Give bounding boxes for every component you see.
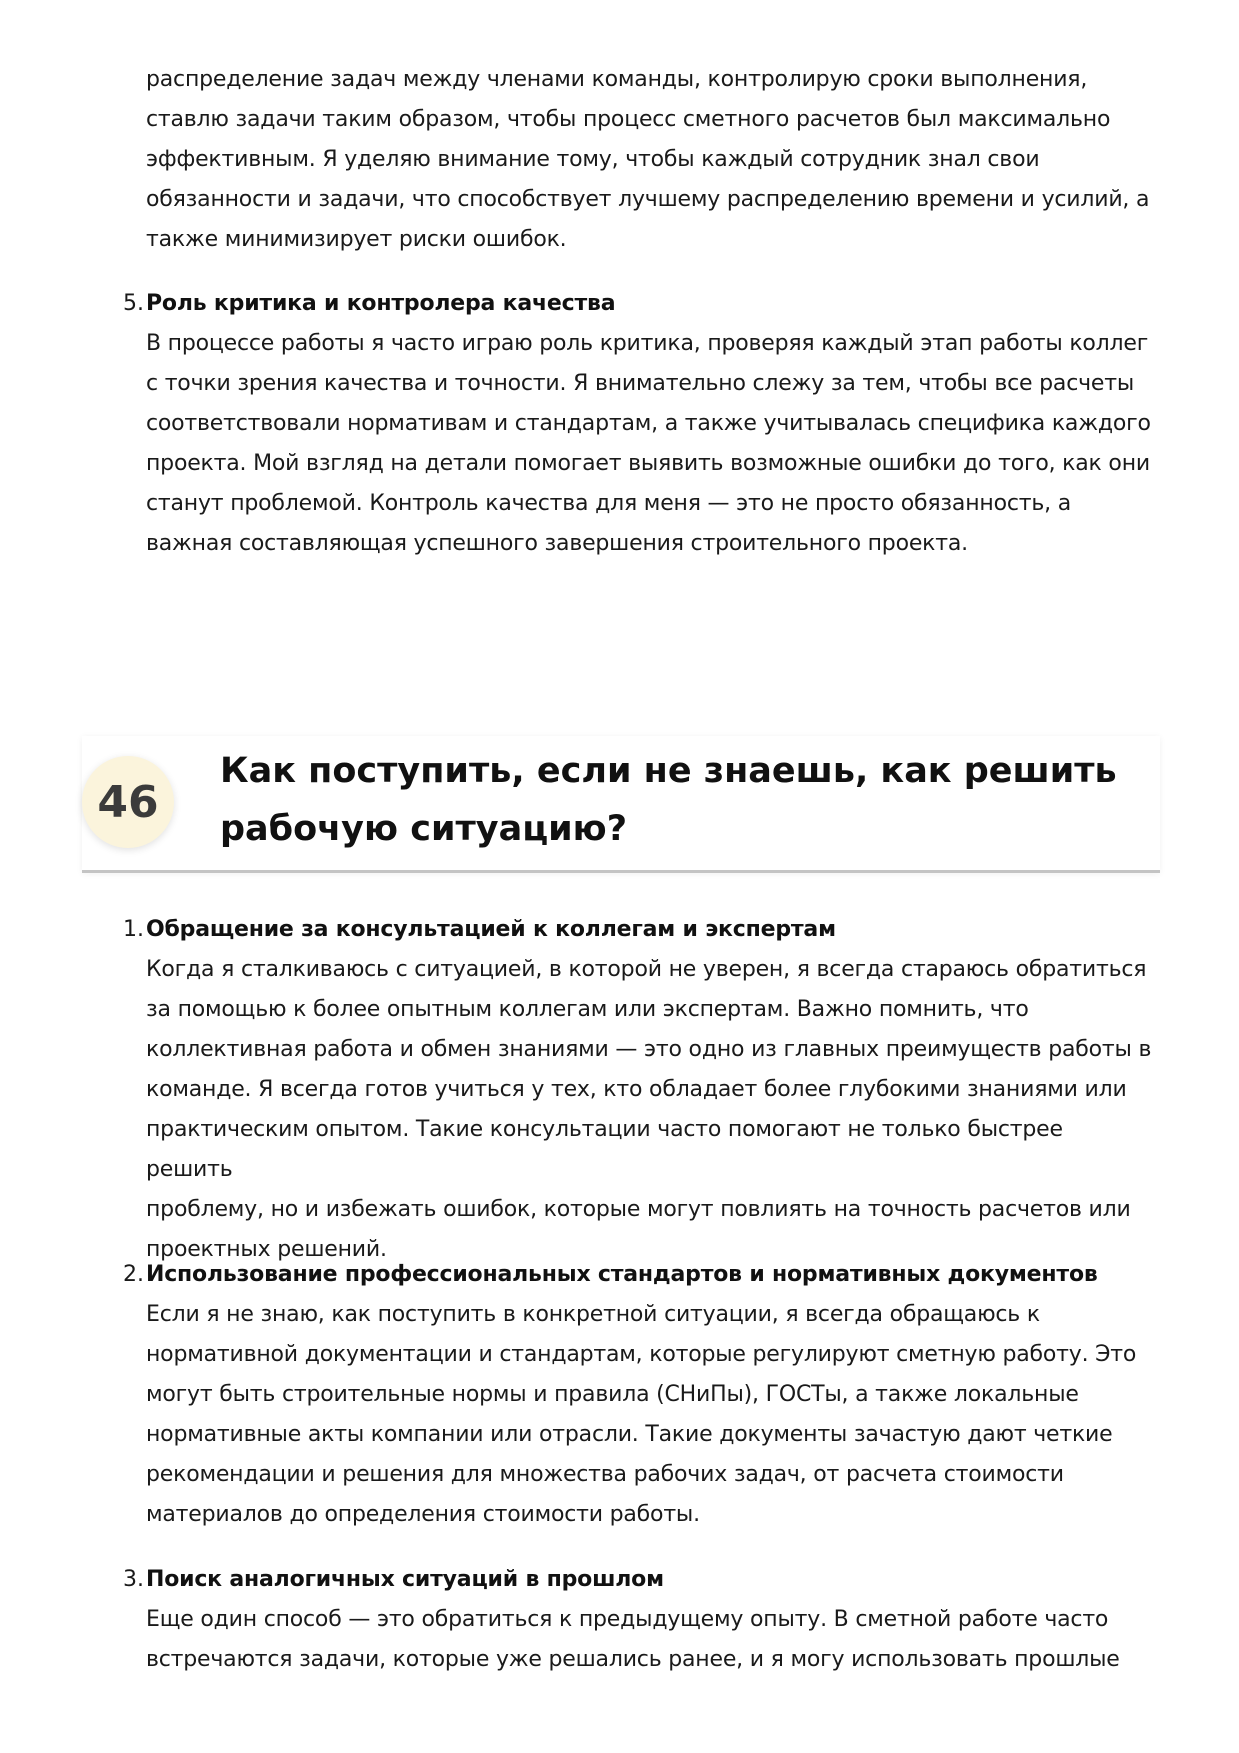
paragraph-line: проектных решений. [146,1237,387,1262]
paragraph-line: распределение задач между членами команды, контролирую сроки выполнения, [146,67,1088,92]
section-heading [82,736,1160,873]
list-item-number: 2. [123,1262,144,1287]
paragraph-line: также минимизирует риски ошибок. [146,227,567,252]
paragraph-line: коллективная работа и обмен знаниями — это одно из главных преимуществ работы в [146,1037,1152,1062]
paragraph-line: команде. Я всегда готов учиться у тех, кто обладает более глубокими знаниями или [146,1077,1127,1102]
list-item-title: Поиск аналогичных ситуаций в прошлом [146,1567,664,1592]
paragraph-line: станут проблемой. Контроль качества для меня — это не просто обязанность, а [146,491,1071,516]
section-number-badge: 46 [82,756,174,848]
paragraph-line: Когда я сталкиваюсь с ситуацией, в которой не уверен, я всегда стараюсь обратиться [146,957,1147,982]
paragraph-line: встречаются задачи, которые уже решались ранее, и я могу использовать прошлые [146,1647,1120,1672]
paragraph-line: с точки зрения качества и точности. Я внимательно слежу за тем, чтобы все расчеты [146,371,1135,396]
paragraph-line: рекомендации и решения для множества рабочих задач, от расчета стоимости [146,1462,1064,1487]
list-item-title: Обращение за консультацией к коллегам и экспертам [146,917,836,942]
list-item [123,1255,1156,1535]
paragraph-line: эффективным. Я уделяю внимание тому, чтобы каждый сотрудник знал свои [146,147,1040,172]
list-item [123,1560,1156,1680]
paragraph-line: Еще один способ — это обратиться к предыдущему опыту. В сметной работе часто [146,1607,1109,1632]
section-title-line: рабочую ситуацию? [220,809,627,849]
section-title-line: Как поступить, если не знаешь, как решить [220,751,1117,791]
section-title [220,742,1120,858]
paragraph-line: материалов до определения стоимости работы. [146,1502,700,1527]
paragraph-line: за помощью к более опытным коллегам или экспертам. Важно помнить, что [146,997,1029,1022]
paragraph-line: проекта. Мой взгляд на детали помогает выявить возможные ошибки до того, как они [146,451,1150,476]
paragraph-line: практическим опытом. Такие консультации часто помогают не только быстрее решить [146,1117,1063,1182]
list-item [123,910,1156,1270]
list-item-number: 5. [123,291,144,316]
paragraph-line: нормативные акты компании или отрасли. Такие документы зачастую дают четкие [146,1422,1113,1447]
paragraph-line: важная составляющая успешного завершения строительного проекта. [146,531,968,556]
paragraph-line: ставлю задачи таким образом, чтобы процесс сметного расчетов был максимально [146,107,1111,132]
paragraph-line: обязанности и задачи, что способствует лучшему распределению времени и усилий, а [146,187,1150,212]
paragraph-line: В процессе работы я часто играю роль критика, проверяя каждый этап работы коллег [146,331,1149,356]
paragraph-line: нормативной документации и стандартам, которые регулируют сметную работу. Это [146,1342,1137,1367]
list-item-title: Роль критика и контролера качества [146,291,616,316]
paragraph-line: могут быть строительные нормы и правила (СНиПы), ГОСТы, а также локальные [146,1382,1079,1407]
paragraph-line: Если я не знаю, как поступить в конкретной ситуации, я всегда обращаюсь к [146,1302,1040,1327]
list-item [123,284,1156,564]
paragraph-line: проблему, но и избежать ошибок, которые могут повлиять на точность расчетов или [146,1197,1131,1222]
list-item-number: 3. [123,1567,144,1592]
continuation-paragraph [146,60,1156,260]
paragraph-line: соответствовали нормативам и стандартам, а также учитывалась специфика каждого [146,411,1151,436]
list-item-number: 1. [123,917,144,942]
list-item-title: Использование профессиональных стандартов и нормативных документов [146,1262,1098,1287]
